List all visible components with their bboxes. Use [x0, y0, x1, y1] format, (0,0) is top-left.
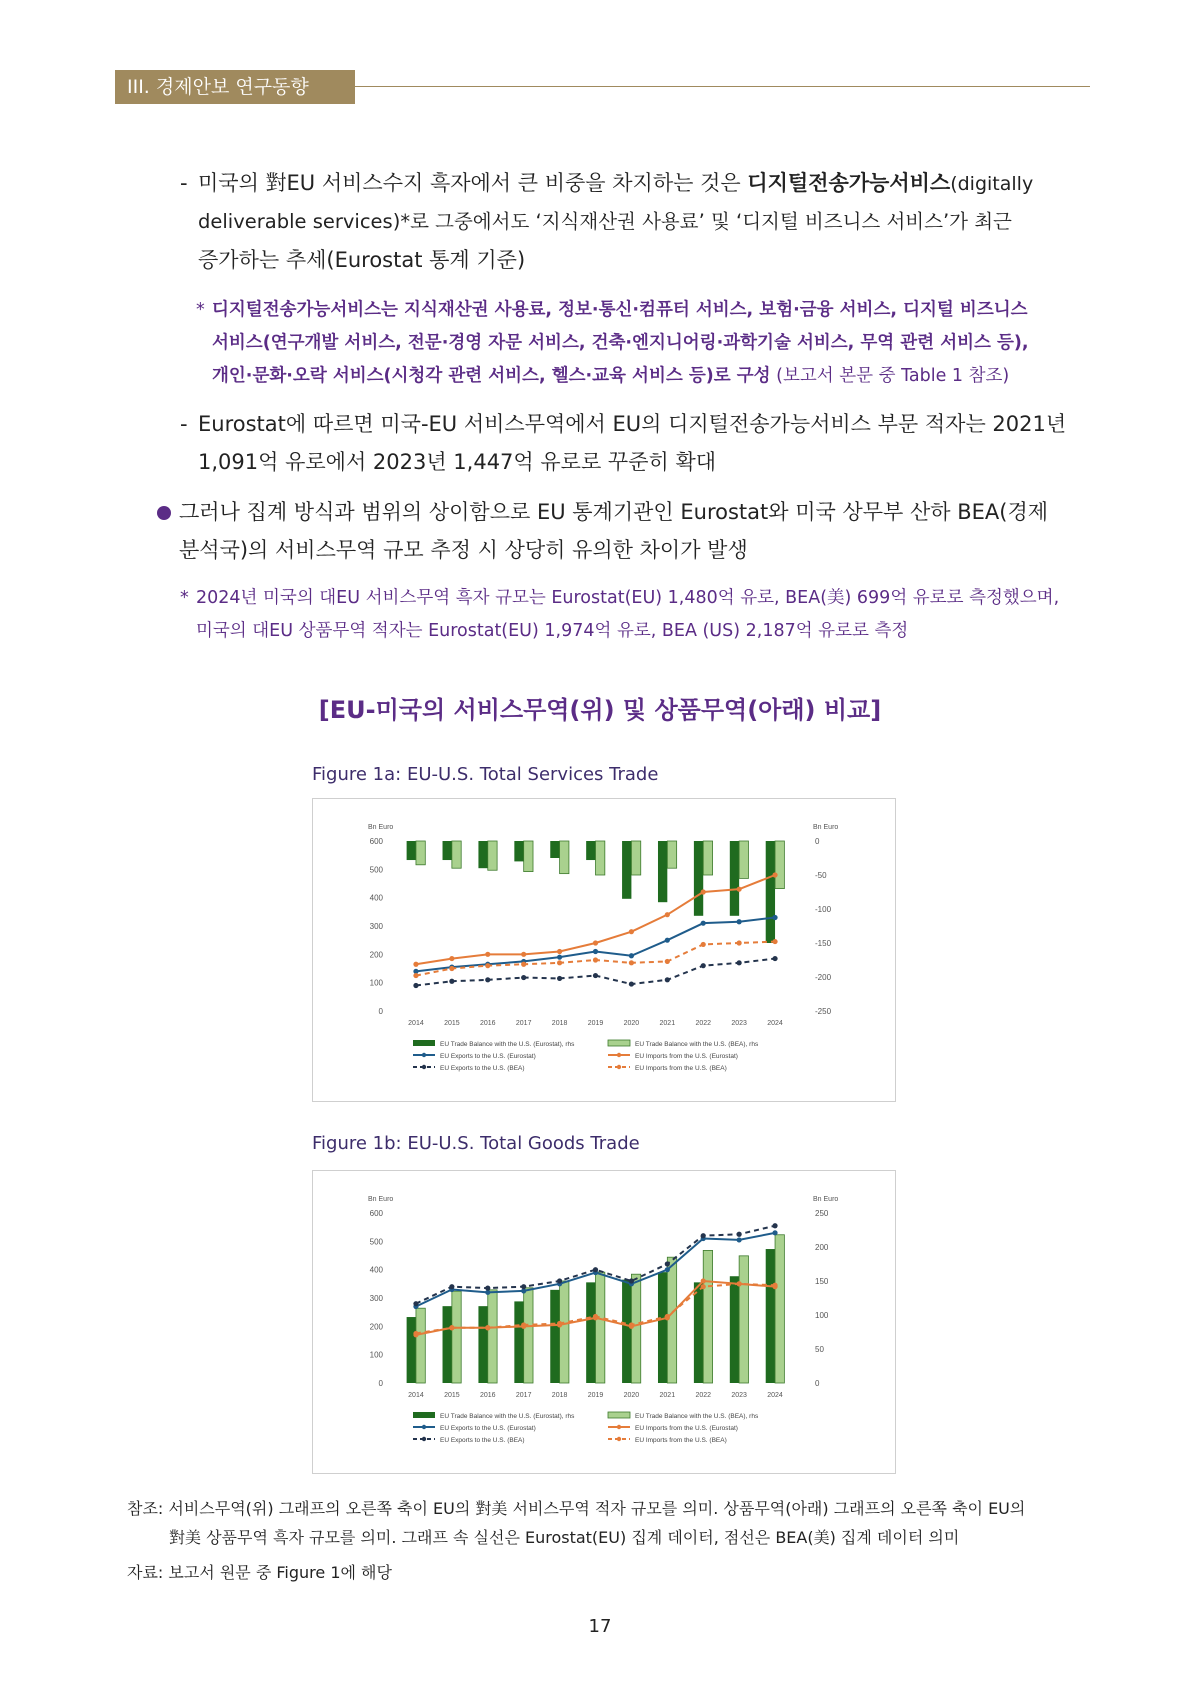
y-tick-right: 0: [815, 1379, 820, 1388]
bar-eurostat-balance: [694, 1282, 703, 1383]
x-tick-label: 2015: [444, 1392, 460, 1399]
bar-eurostat-balance: [514, 1301, 523, 1383]
y-tick-left: 400: [369, 893, 383, 903]
paragraph-1-line-1: [198, 164, 1098, 203]
dash-marker: -: [180, 412, 188, 436]
bar-bea-balance: [488, 841, 497, 870]
footnote-line-1: 참조: 서비스무역(위) 그래프의 오른쪽 축이 EU의 對美 서비스무역 적자 규모를 의미. 상품무역(아래) 그래프의 오른쪽 축이 EU의: [127, 1499, 1026, 1518]
legend-marker: [422, 1437, 426, 1441]
legend-label: EU Trade Balance with the U.S. (BEA), rhs: [635, 1413, 759, 1420]
data-point: [701, 889, 706, 894]
note-text: 디지털전송가능서비스는 지식재산권 사용료, 정보·통신·컴퓨터 서비스, 보험·금융 서비스, 디지털 비즈니스: [212, 300, 1028, 320]
data-point: [772, 915, 777, 920]
data-point: [665, 1314, 670, 1319]
data-point: [413, 962, 418, 967]
y-tick-left: 0: [378, 1007, 383, 1016]
data-point: [413, 983, 418, 988]
emphasis-text: 디지털전송가능서비스: [747, 171, 951, 195]
data-point: [737, 1232, 742, 1237]
text-run: (digitally: [950, 173, 1034, 195]
bullet-line-1: [157, 493, 1107, 531]
bar-bea-balance: [452, 1291, 461, 1383]
footnote-line-2: 對美 상품무역 흑자 규모를 의미. 그래프 속 실선은 Eurostat(EU) 집계 데이터, 점선은 BEA(美) 집계 데이터 의미: [169, 1528, 960, 1547]
data-point: [557, 949, 562, 954]
bar-bea-balance: [667, 841, 676, 868]
legend-marker: [422, 1425, 426, 1429]
legend-marker: [617, 1437, 621, 1441]
services-trade-chart: [313, 799, 895, 1101]
y-axis-left-unit: Bn Euro: [368, 824, 394, 831]
x-tick-label: 2020: [623, 1392, 640, 1399]
data-point: [737, 940, 742, 945]
bullet-text: 그러나 집계 방식과 범위의 상이함으로 EU 통계기관인 Eurostat와 미국 상무부 산하 BEA(경제: [179, 500, 1049, 524]
source-line: 자료: 보고서 원문 중 Figure 1에 해당: [127, 1563, 392, 1582]
x-tick-label: 2024: [767, 1020, 783, 1027]
y-tick-right: 150: [815, 1277, 829, 1286]
y-tick-right: -100: [815, 905, 832, 914]
bar-bea-balance: [452, 841, 461, 868]
bar-bea-balance: [703, 1250, 712, 1383]
note-star: *: [196, 300, 205, 320]
bar-bea-balance: [739, 841, 748, 878]
paragraph-2-line-2: 1,091억 유로에서 2023년 1,447억 유로로 꾸준히 확대: [198, 450, 717, 474]
data-point: [449, 966, 454, 971]
legend-marker: [422, 1053, 426, 1057]
data-point: [701, 963, 706, 968]
paragraph-1-line-3: 증가하는 추세(Eurostat 통계 기준): [198, 248, 526, 272]
data-point: [557, 1278, 562, 1283]
data-point: [772, 1283, 777, 1288]
legend-label: EU Imports from the U.S. (Eurostat): [635, 1053, 738, 1060]
data-point: [485, 977, 490, 982]
bar-eurostat-balance: [766, 1249, 775, 1383]
data-point: [737, 919, 742, 924]
figure-1b: [312, 1170, 896, 1474]
y-tick-left: 300: [369, 1294, 383, 1303]
data-point: [485, 963, 490, 968]
x-tick-label: 2022: [695, 1020, 712, 1027]
data-point: [521, 975, 526, 980]
legend-marker: [617, 1053, 621, 1057]
data-point: [701, 1233, 706, 1238]
legend-label: EU Trade Balance with the U.S. (BEA), rhs: [635, 1041, 759, 1048]
legend-swatch: [413, 1412, 435, 1418]
bar-bea-balance: [560, 1281, 569, 1383]
x-tick-label: 2019: [587, 1392, 604, 1399]
y-tick-left: 300: [369, 922, 383, 931]
bullet-icon: [157, 506, 171, 520]
y-tick-right: 100: [815, 1311, 829, 1320]
paragraph-2-line-1: Eurostat에 따르면 미국-EU 서비스무역에서 EU의 디지털전송가능서비스 부문 적자는 2021년: [198, 412, 1067, 436]
bar-bea-balance: [524, 841, 533, 872]
bullet-line-2: 분석국)의 서비스무역 규모 추정 시 상당히 유의한 차이가 발생: [179, 538, 748, 562]
x-tick-label: 2016: [479, 1020, 496, 1027]
y-tick-left: 100: [369, 978, 383, 988]
x-tick-label: 2017: [515, 1392, 532, 1399]
data-point: [701, 921, 706, 926]
paragraph-1: [198, 164, 1098, 279]
y-tick-right: -150: [815, 939, 832, 948]
bar-eurostat-balance: [478, 841, 487, 868]
y-tick-right: 0: [815, 837, 820, 846]
y-tick-left: 500: [369, 1237, 383, 1247]
data-point: [593, 957, 598, 962]
data-point: [413, 1301, 418, 1306]
note-1-line-1: [212, 294, 1102, 327]
x-tick-label: 2024: [767, 1392, 783, 1399]
x-tick-label: 2014: [408, 1020, 424, 1027]
y-axis-right-unit: Bn Euro: [813, 824, 839, 831]
x-tick-label: 2021: [659, 1392, 676, 1399]
footnote: [127, 1494, 1087, 1587]
data-point: [557, 960, 562, 965]
data-point: [629, 1278, 634, 1283]
data-point: [665, 938, 670, 943]
data-point: [772, 956, 777, 961]
bar-eurostat-balance: [550, 1290, 559, 1383]
y-tick-left: 600: [369, 1209, 383, 1218]
legend-marker: [422, 1065, 426, 1069]
legend-label: EU Exports to the U.S. (BEA): [440, 1437, 525, 1444]
note-2-line-2: 미국의 대EU 상품무역 적자는 Eurostat(EU) 1,974억 유로, BEA (US) 2,187억 유로로 측정: [196, 621, 909, 641]
x-tick-label: 2014: [408, 1392, 424, 1399]
legend-label: EU Imports from the U.S. (Eurostat): [635, 1425, 738, 1432]
legend-label: EU Trade Balance with the U.S. (Eurostat), rhs: [440, 1041, 575, 1048]
data-point: [593, 973, 598, 978]
data-point: [485, 1325, 490, 1330]
x-tick-label: 2019: [587, 1020, 604, 1027]
x-tick-label: 2018: [551, 1392, 568, 1399]
note-text: 개인·문화·오락 서비스(시청각 관련 서비스, 헬스·교육 서비스 등)로 구성: [212, 366, 771, 386]
bar-eurostat-balance: [622, 1280, 631, 1383]
data-point: [521, 1322, 526, 1327]
y-tick-left: 600: [369, 837, 383, 846]
bar-eurostat-balance: [443, 1306, 452, 1383]
section-title: [EU-미국의 서비스무역(위) 및 상품무역(아래) 비교]: [318, 696, 882, 724]
data-point: [485, 952, 490, 957]
data-point: [449, 1284, 454, 1289]
data-point: [701, 1278, 706, 1283]
x-tick-label: 2020: [623, 1020, 640, 1027]
bar-eurostat-balance: [550, 841, 559, 858]
data-point: [665, 977, 670, 982]
legend-label: EU Imports from the U.S. (BEA): [635, 1437, 727, 1444]
data-point: [521, 962, 526, 967]
data-point: [772, 1230, 777, 1235]
data-point: [701, 942, 706, 947]
paragraph-1-line-2: deliverable services)*로 그중에서도 ‘지식재산권 사용료’ 및 ‘디지털 비즈니스 서비스’가 최근: [198, 210, 1012, 233]
paragraph-2: [198, 405, 1098, 481]
data-point: [449, 979, 454, 984]
data-point: [629, 929, 634, 934]
bar-bea-balance: [775, 1235, 784, 1383]
data-point: [772, 872, 777, 877]
y-tick-right: 250: [815, 1209, 829, 1218]
note-1: [212, 294, 1102, 393]
legend-label: EU Exports to the U.S. (BEA): [440, 1065, 525, 1072]
bar-bea-balance: [775, 841, 784, 889]
data-point: [629, 981, 634, 986]
data-point: [772, 939, 777, 944]
y-tick-right: -200: [815, 973, 832, 982]
x-tick-label: 2018: [551, 1020, 568, 1027]
figure-1a: [312, 798, 896, 1102]
legend-label: EU Exports to the U.S. (Eurostat): [440, 1425, 536, 1432]
data-point: [737, 1237, 742, 1242]
x-tick-label: 2016: [479, 1392, 496, 1399]
figure-1b-title: Figure 1b: EU-U.S. Total Goods Trade: [312, 1133, 640, 1154]
data-point: [449, 956, 454, 961]
y-tick-left: 200: [369, 950, 383, 960]
y-tick-left: 0: [378, 1379, 383, 1388]
series-line-3: [416, 959, 775, 986]
bar-bea-balance: [524, 1288, 533, 1383]
legend-swatch: [608, 1040, 630, 1046]
bar-eurostat-balance: [514, 841, 523, 861]
data-point: [521, 1284, 526, 1289]
bar-bea-balance: [739, 1256, 748, 1383]
data-point: [737, 887, 742, 892]
data-point: [593, 1267, 598, 1272]
y-tick-right: 50: [815, 1345, 824, 1354]
data-point: [665, 912, 670, 917]
data-point: [413, 1331, 418, 1336]
goods-trade-chart: [313, 1171, 895, 1473]
legend-label: EU Trade Balance with the U.S. (Eurostat), rhs: [440, 1413, 575, 1420]
data-point: [593, 940, 598, 945]
x-tick-label: 2022: [695, 1392, 712, 1399]
bar-eurostat-balance: [407, 1317, 416, 1383]
y-tick-left: 100: [369, 1350, 383, 1360]
y-tick-right: -50: [815, 871, 827, 880]
bullet-paragraph: [157, 493, 1107, 569]
x-tick-label: 2021: [659, 1020, 676, 1027]
bar-eurostat-balance: [586, 1282, 595, 1383]
data-point: [521, 952, 526, 957]
legend-swatch: [413, 1040, 435, 1046]
y-tick-left: 400: [369, 1265, 383, 1275]
data-point: [665, 1261, 670, 1266]
note-2: [196, 582, 1106, 648]
data-point: [629, 960, 634, 965]
bar-eurostat-balance: [478, 1306, 487, 1383]
data-point: [629, 1322, 634, 1327]
header-rule: [355, 86, 1090, 87]
data-point: [593, 1314, 598, 1319]
y-tick-left: 200: [369, 1322, 383, 1332]
data-point: [449, 1325, 454, 1330]
data-point: [665, 959, 670, 964]
legend-marker: [617, 1425, 621, 1429]
page-number: 17: [588, 1616, 612, 1637]
bar-eurostat-balance: [407, 841, 416, 860]
legend-label: EU Exports to the U.S. (Eurostat): [440, 1053, 536, 1060]
bar-bea-balance: [596, 841, 605, 875]
data-point: [737, 1281, 742, 1286]
legend-swatch: [608, 1412, 630, 1418]
data-point: [629, 953, 634, 958]
data-point: [557, 955, 562, 960]
legend-marker: [617, 1065, 621, 1069]
bar-bea-balance: [631, 841, 640, 875]
bar-eurostat-balance: [766, 841, 775, 943]
data-point: [701, 1284, 706, 1289]
note-text: 서비스(연구개발 서비스, 전문·경영 자문 서비스, 건축·엔지니어링·과학기술 서비스, 무역 관련 서비스 등),: [212, 333, 1029, 353]
legend-label: EU Imports from the U.S. (BEA): [635, 1065, 727, 1072]
data-point: [737, 960, 742, 965]
data-point: [557, 976, 562, 981]
data-point: [593, 949, 598, 954]
x-tick-label: 2017: [515, 1020, 532, 1027]
y-axis-left-unit: Bn Euro: [368, 1196, 394, 1203]
bar-bea-balance: [596, 1272, 605, 1383]
bar-bea-balance: [416, 1308, 425, 1383]
bar-bea-balance: [560, 841, 569, 874]
bar-eurostat-balance: [694, 841, 703, 916]
bar-eurostat-balance: [730, 1276, 739, 1383]
note-star: *: [180, 588, 189, 608]
x-tick-label: 2015: [444, 1020, 460, 1027]
bar-bea-balance: [631, 1274, 640, 1383]
data-point: [557, 1321, 562, 1326]
bar-bea-balance: [416, 841, 425, 865]
y-tick-right: -250: [815, 1007, 832, 1016]
figure-1a-title: Figure 1a: EU-U.S. Total Services Trade: [312, 764, 659, 785]
bar-eurostat-balance: [586, 841, 595, 860]
data-point: [665, 1267, 670, 1272]
note-1-line-3: [212, 360, 1102, 393]
bar-eurostat-balance: [658, 1272, 667, 1383]
data-point: [413, 973, 418, 978]
note-1-line-2: [212, 327, 1102, 360]
bar-eurostat-balance: [658, 841, 667, 902]
y-tick-left: 500: [369, 865, 383, 875]
bar-eurostat-balance: [443, 841, 452, 860]
bar-bea-balance: [703, 841, 712, 875]
x-tick-label: 2023: [731, 1020, 747, 1027]
section-header-tag: III. 경제안보 연구동향: [115, 70, 355, 104]
bar-eurostat-balance: [730, 841, 739, 916]
x-tick-label: 2023: [731, 1392, 747, 1399]
bar-bea-balance: [667, 1257, 676, 1383]
data-point: [772, 1223, 777, 1228]
bar-eurostat-balance: [622, 841, 631, 899]
note-2-line-1: 2024년 미국의 대EU 서비스무역 흑자 규모는 Eurostat(EU) 1,480억 유로, BEA(美) 699억 유로로 측정했으며,: [196, 588, 1060, 608]
dash-marker: -: [180, 171, 188, 195]
bar-bea-balance: [488, 1290, 497, 1383]
note-text: (보고서 본문 중 Table 1 참조): [770, 366, 1010, 386]
y-axis-right-unit: Bn Euro: [813, 1196, 839, 1203]
y-tick-right: 200: [815, 1243, 829, 1252]
data-point: [485, 1285, 490, 1290]
text-run: 미국의 對EU 서비스수지 흑자에서 큰 비중을 차지하는 것은: [198, 171, 748, 195]
